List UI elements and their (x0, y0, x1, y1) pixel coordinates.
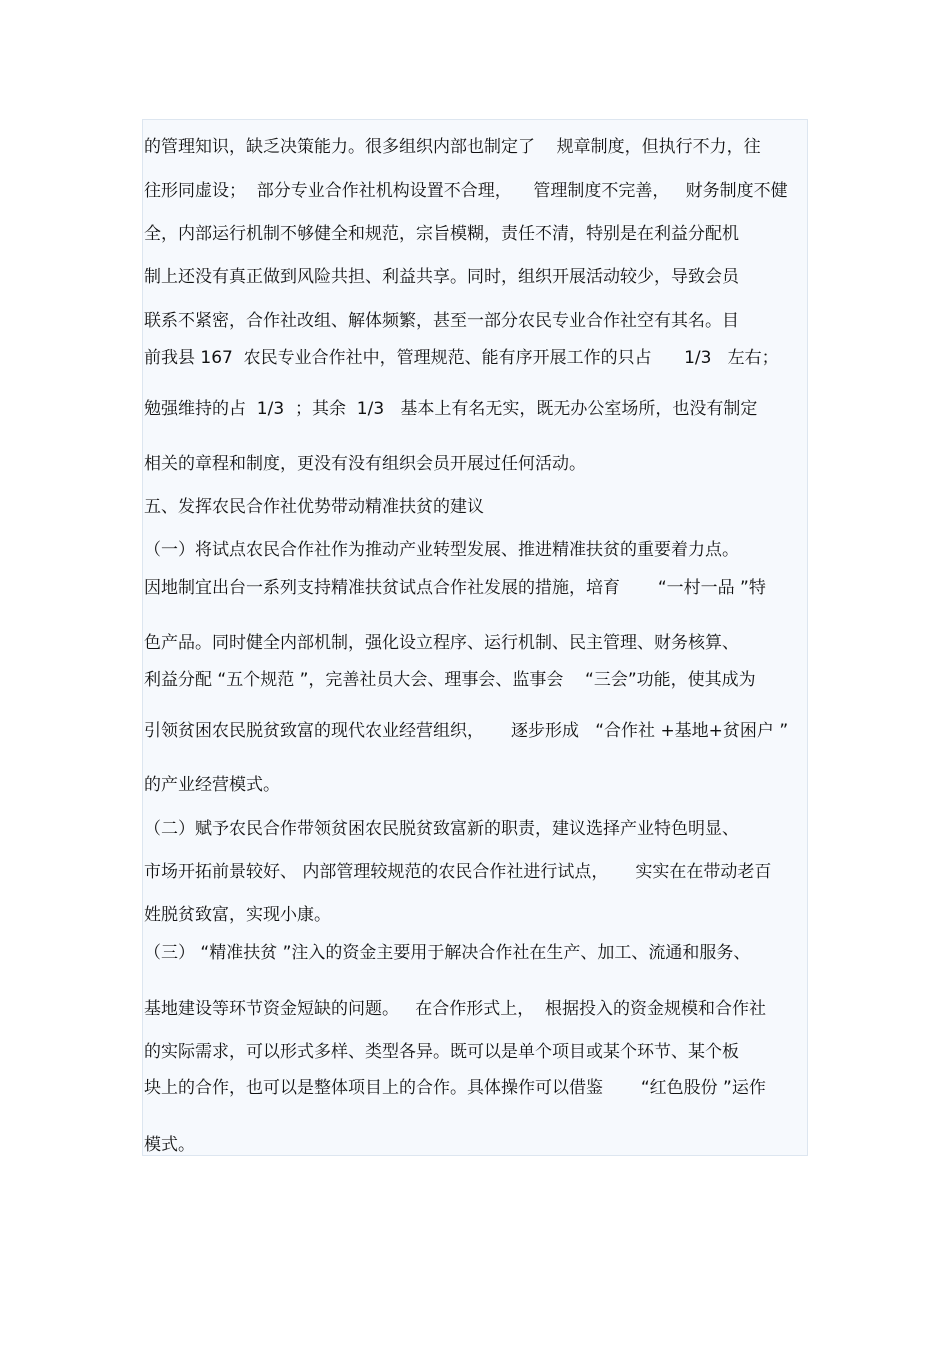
text-line-6: 前我县 167 农民专业合作社中，管理规范、能有序开展工作的只占 1/3 左右； (144, 348, 779, 368)
text-line-1: 的管理知识，缺乏决策能力。很多组织内部也制定了 规章制度，但执行不力，往 (144, 137, 761, 157)
text-line-20: 基地建设等环节资金短缺的问题。 在合作形式上， 根据投入的资金规模和合作社 (144, 999, 767, 1019)
text-line-11: 因地制宜出台一系列支持精准扶贫试点合作社发展的措施，培育 “一村一品 ”特 (144, 578, 766, 598)
section-heading: 五、发挥农民合作社优势带动精准扶贫的建议 (144, 497, 484, 517)
text-line-8: 相关的章程和制度，更没有没有组织会员开展过任何活动。 (144, 454, 586, 474)
text-line-7: 勉强维持的占 1/3 ；其余 1/3 基本上有名无实，既无办公室场所，也没有制定 (144, 399, 758, 419)
text-line-23: 模式。 (144, 1135, 195, 1155)
text-line-19: （三） “精准扶贫 ”注入的资金主要用于解决合作社在生产、加工、流通和服务、 (144, 943, 751, 963)
text-line-22: 块上的合作，也可以是整体项目上的合作。具体操作可以借鉴 “红色股份 ”运作 (144, 1078, 766, 1098)
text-line-3: 全，内部运行机制不够健全和规范，宗旨模糊，责任不清，特别是在利益分配机 (144, 224, 739, 244)
text-line-5: 联系不紧密，合作社改组、解体频繁，甚至一部分农民专业合作社空有其名。目 (144, 311, 739, 331)
text-line-13: 利益分配 “五个规范 ”，完善社员大会、理事会、监事会 “三会”功能，使其成为 (144, 670, 756, 690)
text-line-16: （二）赋予农民合作带领贫困农民脱贫致富新的职责，建议选择产业特色明显、 (144, 819, 739, 839)
text-line-2: 往形同虚设； 部分专业合作社机构设置不合理， 管理制度不完善， 财务制度不健 (144, 181, 788, 201)
text-line-21: 的实际需求，可以形式多样、类型各异。既可以是单个项目或某个环节、某个板 (144, 1042, 739, 1062)
text-line-10: （一）将试点农民合作社作为推动产业转型发展、推进精准扶贫的重要着力点。 (144, 540, 739, 560)
text-line-18: 姓脱贫致富，实现小康。 (144, 905, 331, 925)
text-line-12: 色产品。同时健全内部机制，强化设立程序、运行机制、民主管理、财务核算、 (144, 633, 739, 653)
text-line-17: 市场开拓前景较好、 内部管理较规范的农民合作社进行试点， 实实在在带动老百 (144, 862, 772, 882)
text-line-15: 的产业经营模式。 (144, 775, 280, 795)
text-line-4: 制上还没有真正做到风险共担、利益共享。同时，组织开展活动较少，导致会员 (144, 267, 739, 287)
text-line-14: 引领贫困农民脱贫致富的现代农业经营组织， 逐步形成 “合作社 +基地+贫困户 ” (144, 721, 789, 741)
